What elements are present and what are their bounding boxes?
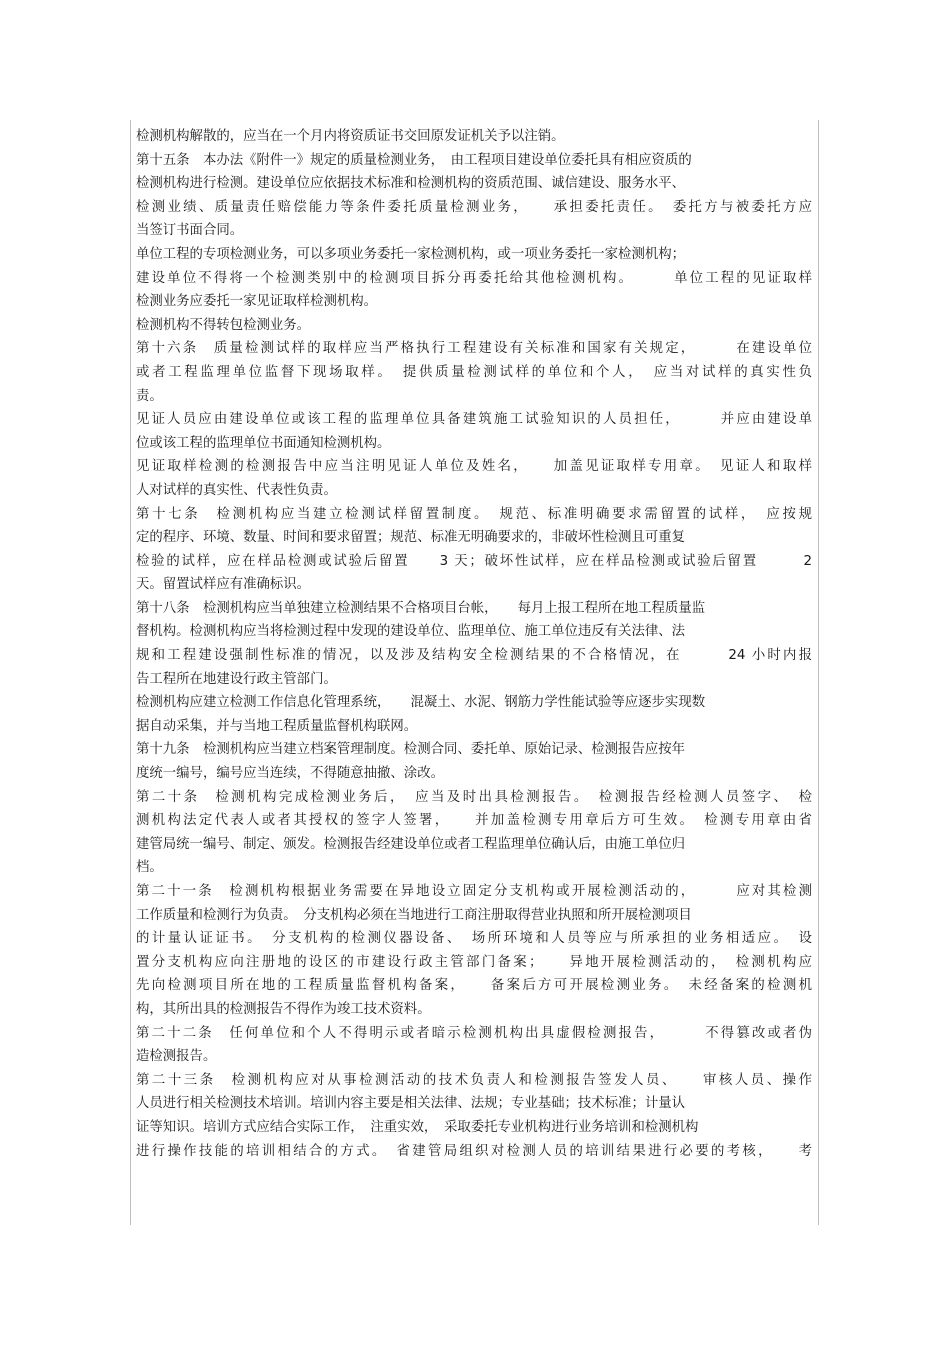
text-line: 据自动采集，并与当地工程质量监督机构联网。	[136, 718, 418, 734]
text-line: 置分支机构应向注册地的设区的市建设行政主管部门备案； 异地开展检测活动的， 检测机构应	[136, 954, 812, 970]
text-line: 建管局统一编号、制定、颁发。检测报告经建设单位或者工程监理单位确认后，由施工单位归	[136, 836, 686, 852]
text-line: 责。	[136, 388, 163, 404]
text-line: 第十八条 检测机构应当单独建立检测结果不合格项目台帐， 每月上报工程所在地工程质量监	[136, 600, 706, 616]
text-line: 第二十二条 任何单位和个人不得明示或者暗示检测机构出具虚假检测报告， 不得篡改或者伪	[136, 1025, 812, 1041]
text-line: 检测机构进行检测。建设单位应依据技术标准和检测机构的资质范围、诚信建设、服务水平、	[136, 176, 686, 192]
text-line: 检测机构应建立检测工作信息化管理系统， 混凝土、水泥、钢筋力学性能试验等应逐步实现数	[136, 695, 706, 711]
text-line: 检测业绩、质量责任赔偿能力等条件委托质量检测业务， 承担委托责任。 委托方与被委托方应	[136, 199, 812, 215]
text-line: 第十六条 质量检测试样的取样应当严格执行工程建设有关标准和国家有关规定， 在建设单位	[136, 341, 812, 357]
text-line: 先向检测项目所在地的工程质量监督机构备案， 备案后方可开展检测业务。 未经备案的检测机	[136, 978, 812, 994]
text-line: 检测机构不得转包检测业务。	[136, 317, 311, 333]
text-line: 第十七条 检测机构应当建立检测试样留置制度。 规范、标准明确要求需留置的试样， 应按规	[136, 506, 812, 522]
text-line: 第二十条 检测机构完成检测业务后， 应当及时出具检测报告。 检测报告经检测人员签字、 检	[136, 789, 812, 805]
text-line: 第二十一条 检测机构根据业务需要在异地设立固定分支机构或开展检测活动的， 应对其检测	[136, 884, 812, 899]
text-line: 档。	[136, 860, 163, 876]
text-line: 测机构法定代表人或者其授权的签字人签署， 并加盖检测专用章后方可生效。 检测专用章由省	[136, 813, 812, 829]
text-line: 人员进行相关检测技术培训。培训内容主要是相关法律、法规；专业基础；技术标准；计量认	[136, 1096, 686, 1112]
text-line: 造检测报告。	[136, 1049, 217, 1065]
text-line: 规和工程建设强制性标准的情况，以及涉及结构安全检测结果的不合格情况，在 24 小时内报	[136, 648, 812, 664]
text-line: 的计量认证证书。 分支机构的检测仪器设备、 场所环境和人员等应与所承担的业务相适应。 设	[136, 931, 812, 947]
text-line: 检测机构解散的，应当在一个月内将资质证书交回原发证机关予以注销。	[136, 129, 565, 144]
text-line: 第二十三条 检测机构应对从事检测活动的技术负责人和检测报告签发人员、 审核人员、操作	[136, 1072, 812, 1088]
text-line: 第十九条 检测机构应当建立档案管理制度。检测合同、委托单、原始记录、检测报告应按年	[136, 742, 686, 758]
text-line: 人对试样的真实性、代表性负责。	[136, 482, 337, 498]
text-line: 当签订书面合同。	[136, 223, 244, 239]
text-line: 位或该工程的监理单位书面通知检测机构。	[136, 435, 391, 451]
text-line: 检验的试样，应在样品检测或试验后留置 3 天；破坏性试样，应在样品检测或试验后留置 2	[136, 553, 812, 569]
text-line: 或者工程监理单位监督下现场取样。 提供质量检测试样的单位和个人， 应当对试样的真实性负	[136, 364, 812, 380]
text-line: 单位工程的专项检测业务，可以多项业务委托一家检测机构，或一项业务委托一家检测机构；	[136, 246, 686, 262]
text-line: 见证人员应由建设单位或该工程的监理单位具备建筑施工试验知识的人员担任， 并应由建设单	[136, 412, 812, 428]
text-line: 第十五条 本办法《附件一》规定的质量检测业务， 由工程项目建设单位委托具有相应资质的	[136, 152, 692, 168]
text-line: 证等知识。培训方式应结合实际工作， 注重实效， 采取委托专业机构进行业务培训和检测机构	[136, 1119, 699, 1135]
text-line: 督机构。检测机构应当将检测过程中发现的建设单位、监理单位、施工单位违反有关法律、法	[136, 624, 686, 640]
text-line: 建设单位不得将一个检测类别中的检测项目拆分再委托给其他检测机构。 单位工程的见证取样	[136, 270, 812, 286]
text-line: 进行操作技能的培训相结合的方式。 省建管局组织对检测人员的培训结果进行必要的考核， 考	[136, 1143, 812, 1159]
right-margin-line	[818, 120, 819, 1225]
text-line: 工作质量和检测行为负责。 分支机构必须在当地进行工商注册取得营业执照和所开展检测项目	[136, 907, 692, 923]
left-margin-line	[130, 120, 131, 1225]
document-body	[136, 125, 812, 1163]
text-line: 构，其所出具的检测报告不得作为竣工技术资料。	[136, 1001, 431, 1017]
text-line: 见证取样检测的检测报告中应当注明见证人单位及姓名， 加盖见证取样专用章。 见证人和取样	[136, 459, 812, 475]
text-line: 告工程所在地建设行政主管部门。	[136, 671, 337, 687]
text-line: 定的程序、环境、数量、时间和要求留置；规范、标准无明确要求的，非破坏性检测且可重复	[136, 530, 686, 546]
text-line: 天。留置试样应有准确标识。	[136, 577, 311, 593]
text-line: 度统一编号，编号应当连续，不得随意抽撤、涂改。	[136, 766, 444, 782]
text-line: 检测业务应委托一家见证取样检测机构。	[136, 294, 378, 310]
